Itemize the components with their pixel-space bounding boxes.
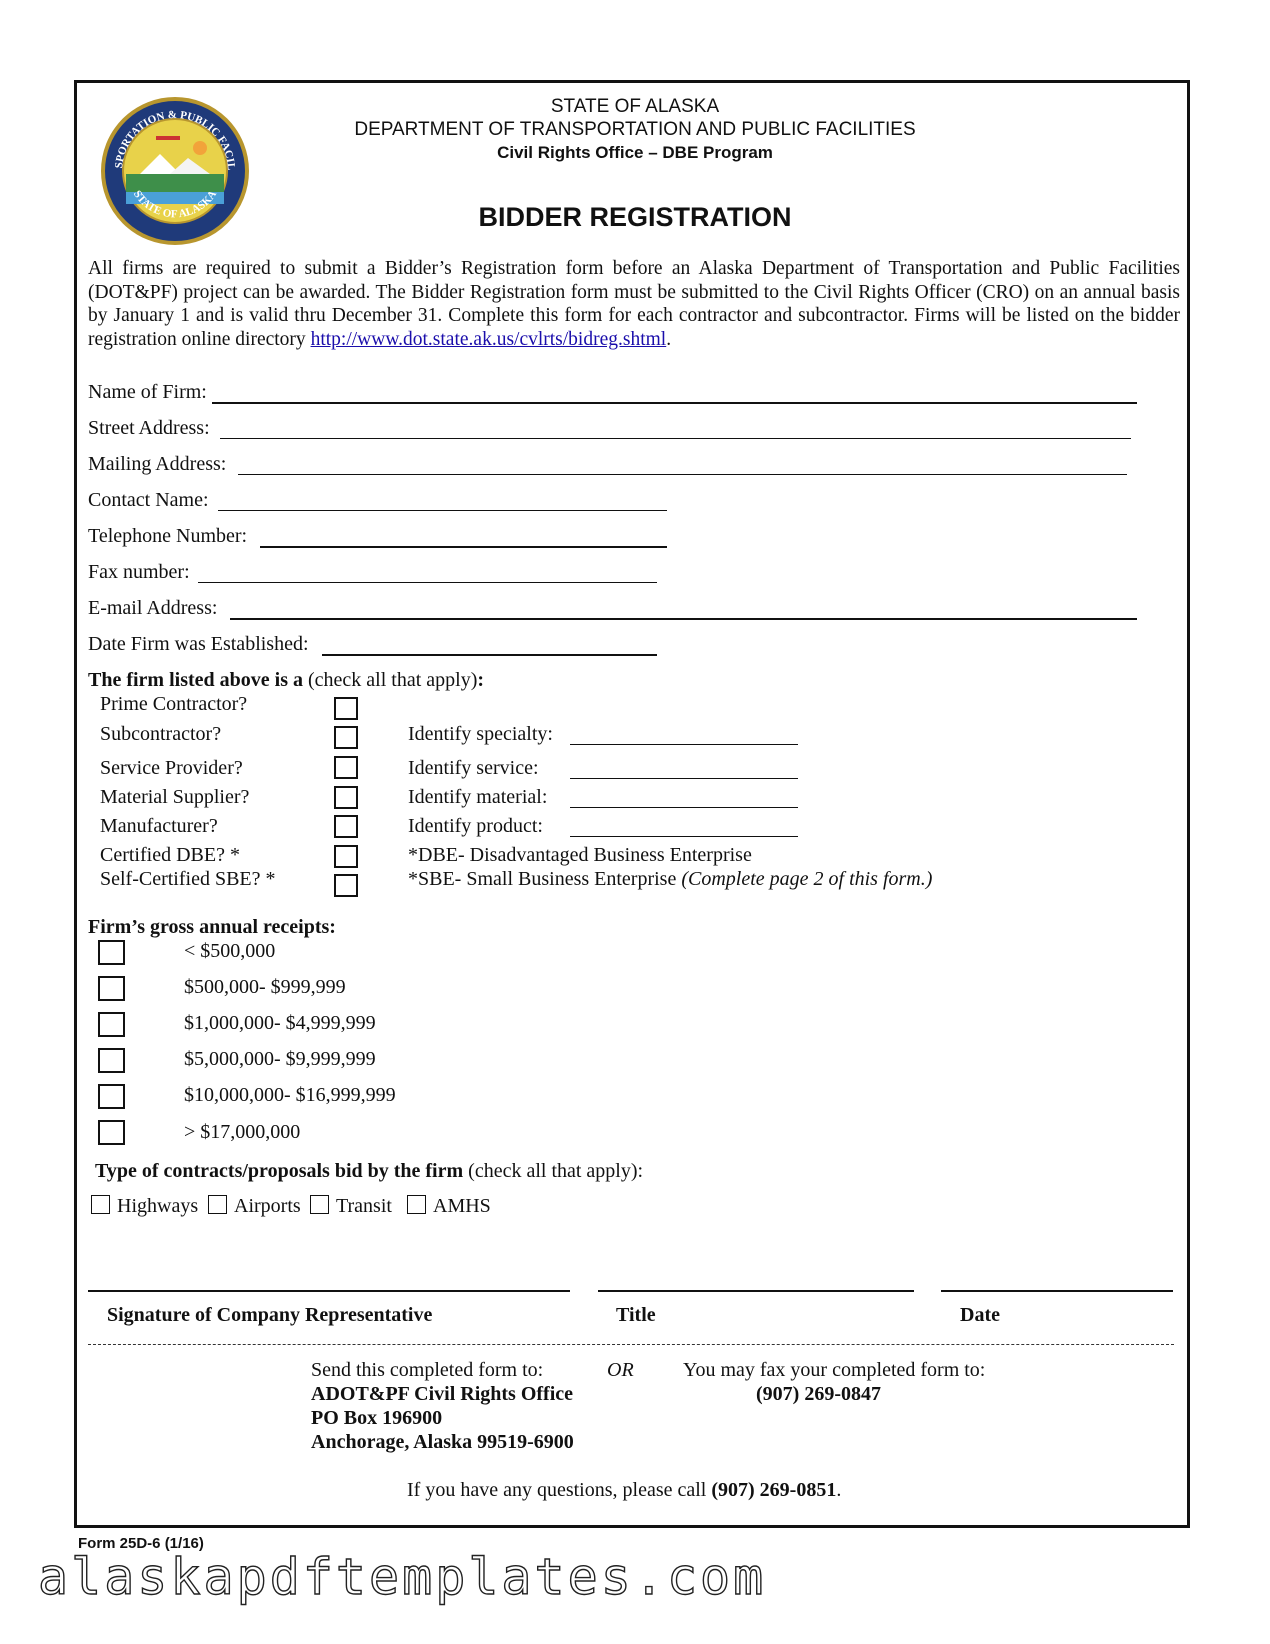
mailing-address-line[interactable]: [238, 474, 1127, 475]
email-line[interactable]: [230, 618, 1137, 620]
receipts-checkbox-5[interactable]: [98, 1084, 125, 1109]
service-provider-label: Service Provider?: [100, 757, 243, 779]
date-label: Date: [960, 1304, 1000, 1326]
material-supplier-checkbox[interactable]: [334, 786, 358, 809]
state-heading: STATE OF ALASKA: [550, 96, 720, 117]
city-address: Anchorage, Alaska 99519-6900: [311, 1431, 574, 1453]
identify-product-line[interactable]: [570, 836, 798, 837]
self-certified-sbe-checkbox[interactable]: [334, 874, 358, 897]
identify-specialty-line[interactable]: [570, 744, 798, 745]
contact-name-line[interactable]: [218, 510, 667, 511]
watermark-text: alaskapdftemplates.com: [38, 1548, 767, 1606]
amhs-label: AMHS: [433, 1195, 491, 1217]
mailing-address-label: Mailing Address:: [88, 453, 227, 475]
subcontractor-checkbox[interactable]: [334, 726, 358, 749]
department-heading: DEPARTMENT OF TRANSPORTATION AND PUBLIC FACILITIES: [354, 119, 916, 140]
intro-text: All firms are required to submit a Bidder’s Registration form before an Alaska Department of Transportation and Public Facilities (DOT&PF) project can be awarded. The Bidder Registration form must be submitted to the Civil Rights Officer (CRO) on an annual basis by January 1 and is valid thru December 31. Complete this form for each contractor and subcontractor. Firms will be listed on the bidder registration online directory: [88, 258, 1180, 350]
receipts-option-2: $500,000- $999,999: [184, 976, 346, 998]
signature-label: Signature of Company Representative: [107, 1304, 433, 1326]
identify-material-line[interactable]: [570, 807, 798, 808]
title-line[interactable]: [598, 1290, 914, 1292]
date-established-line[interactable]: [322, 654, 657, 656]
telephone-line[interactable]: [260, 546, 667, 548]
street-address-line[interactable]: [220, 438, 1131, 439]
identify-material-label: Identify material:: [408, 786, 548, 808]
receipts-checkbox-6[interactable]: [98, 1120, 125, 1145]
service-provider-checkbox[interactable]: [334, 756, 358, 779]
manufacturer-label: Manufacturer?: [100, 815, 218, 837]
signature-line[interactable]: [88, 1290, 570, 1292]
subcontractor-label: Subcontractor?: [100, 723, 222, 745]
seal-text-top: SPORTATION & PUBLIC FACIL: [113, 108, 238, 171]
page-title: BIDDER REGISTRATION: [478, 202, 792, 232]
firm-type-heading-bold: The firm listed above is a: [88, 669, 303, 691]
cut-line-divider: [88, 1344, 1174, 1345]
questions-text: If you have any questions, please call: [407, 1479, 712, 1501]
date-line[interactable]: [941, 1290, 1173, 1292]
manufacturer-checkbox[interactable]: [334, 815, 358, 838]
transit-label: Transit: [336, 1195, 392, 1217]
prime-contractor-label: Prime Contractor?: [100, 693, 248, 715]
prime-contractor-checkbox[interactable]: [334, 697, 358, 720]
transit-checkbox[interactable]: [310, 1195, 329, 1214]
receipts-checkbox-1[interactable]: [98, 940, 125, 965]
identify-specialty-label: Identify specialty:: [408, 723, 553, 745]
intro-end: .: [666, 328, 672, 350]
highways-label: Highways: [117, 1195, 199, 1217]
dbe-note: *DBE- Disadvantaged Business Enterprise: [408, 844, 752, 866]
sbe-note-italic: (Complete page 2 of this form.): [681, 868, 933, 890]
contracts-heading: [95, 1160, 643, 1183]
airports-label: Airports: [234, 1195, 301, 1217]
amhs-checkbox[interactable]: [407, 1195, 426, 1214]
certified-dbe-label: Certified DBE? *: [100, 844, 240, 866]
fax-line[interactable]: [198, 582, 657, 583]
questions-end: .: [836, 1479, 842, 1501]
questions-phone: (907) 269-0851: [711, 1479, 837, 1501]
seal-text-bottom: STATE OF ALASKA: [130, 188, 220, 221]
name-of-firm-label: Name of Firm:: [88, 381, 207, 403]
fax-label: Fax number:: [88, 561, 190, 583]
contracts-heading-normal: (check all that apply):: [463, 1160, 644, 1182]
sbe-note-text: *SBE- Small Business Enterprise: [408, 868, 682, 890]
firm-type-heading: [88, 669, 484, 692]
fax-intro: You may fax your completed form to:: [683, 1359, 986, 1381]
receipts-option-6: > $17,000,000: [184, 1121, 301, 1143]
title-label: Title: [616, 1304, 656, 1326]
intro-paragraph: [88, 257, 1180, 351]
identify-service-label: Identify service:: [408, 757, 539, 779]
receipts-checkbox-2[interactable]: [98, 976, 125, 1001]
bidder-directory-link[interactable]: http://www.dot.state.ak.us/cvlrts/bidreg.shtml: [310, 328, 667, 350]
office-name: ADOT&PF Civil Rights Office: [311, 1383, 574, 1405]
firm-type-heading-normal: (check all that apply): [303, 669, 478, 691]
sbe-note: [408, 868, 932, 891]
certified-dbe-checkbox[interactable]: [334, 845, 358, 868]
form-number: Form 25D-6 (1/16): [78, 1535, 204, 1552]
receipts-checkbox-3[interactable]: [98, 1012, 125, 1037]
receipts-option-4: $5,000,000- $9,999,999: [184, 1048, 376, 1070]
firm-type-heading-colon: :: [477, 669, 485, 691]
date-established-label: Date Firm was Established:: [88, 633, 309, 655]
receipts-checkbox-4[interactable]: [98, 1048, 125, 1073]
street-address-label: Street Address:: [88, 417, 210, 439]
identify-service-line[interactable]: [570, 778, 798, 779]
receipts-heading: Firm’s gross annual receipts:: [88, 916, 336, 938]
receipts-option-1: < $500,000: [184, 940, 276, 962]
receipts-option-5: $10,000,000- $16,999,999: [184, 1084, 396, 1106]
name-of-firm-line[interactable]: [212, 402, 1137, 404]
self-certified-sbe-label: Self-Certified SBE? *: [100, 868, 276, 890]
identify-product-label: Identify product:: [408, 815, 543, 837]
material-supplier-label: Material Supplier?: [100, 786, 250, 808]
contact-name-label: Contact Name:: [88, 489, 209, 511]
email-label: E-mail Address:: [88, 597, 218, 619]
office-subheading: Civil Rights Office – DBE Program: [497, 143, 773, 162]
highways-checkbox[interactable]: [91, 1195, 110, 1214]
po-box: PO Box 196900: [311, 1407, 443, 1429]
contracts-heading-bold: Type of contracts/proposals bid by the firm: [95, 1160, 464, 1182]
airports-checkbox[interactable]: [208, 1195, 227, 1214]
receipts-option-3: $1,000,000- $4,999,999: [184, 1012, 376, 1034]
send-intro: Send this completed form to:: [311, 1359, 544, 1381]
or-label: OR: [607, 1359, 634, 1381]
questions-line: [407, 1479, 841, 1502]
fax-number: (907) 269-0847: [756, 1383, 881, 1405]
telephone-label: Telephone Number:: [88, 525, 248, 547]
